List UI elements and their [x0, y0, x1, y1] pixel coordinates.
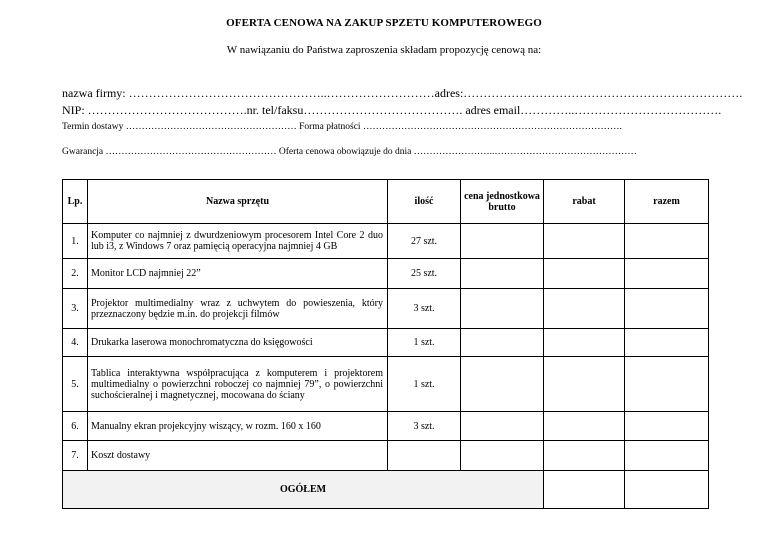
table-row	[63, 441, 709, 471]
form-line-nip-phone-email[interactable]: NIP: ………………………………….nr. tel/faksu…………………………………. adres email…………..……………………………….	[62, 103, 722, 117]
row-total-cell[interactable]	[625, 441, 709, 471]
table-header-row	[63, 180, 709, 224]
row-qty: 25 szt.	[388, 259, 461, 289]
header-price: cena jednostkowa brutto	[461, 180, 544, 224]
form-line-warranty-validity[interactable]: Gwarancja ……………………………………………… Oferta cenowa obowiązuje do dnia ……………………..………………………………………	[62, 147, 637, 157]
row-lp: 6.	[63, 412, 88, 441]
row-lp: 3.	[63, 289, 88, 329]
header-name: Nazwa sprzętu	[88, 180, 388, 224]
row-name: Drukarka laserowa monochromatyczna do księgowości	[88, 329, 388, 357]
header-qty: ilość	[388, 180, 461, 224]
row-name: Manualny ekran projekcyjny wiszący, w rozm. 160 x 160	[88, 412, 388, 441]
row-total-cell[interactable]	[625, 289, 709, 329]
row-rabat-cell[interactable]	[544, 224, 625, 259]
header-rabat: rabat	[544, 180, 625, 224]
row-total-cell[interactable]	[625, 329, 709, 357]
header-lp: Lp.	[63, 180, 88, 224]
table-total-row	[63, 471, 709, 509]
table-row	[63, 224, 709, 259]
form-line-delivery-payment[interactable]: Termin dostawy ……………………………………………… Forma płatności ……………………………………………………………………….	[62, 122, 622, 132]
row-lp: 7.	[63, 441, 88, 471]
row-price-cell[interactable]	[461, 224, 544, 259]
row-price-cell[interactable]	[461, 289, 544, 329]
row-qty: 3 szt.	[388, 289, 461, 329]
header-total: razem	[625, 180, 709, 224]
row-rabat-cell[interactable]	[544, 412, 625, 441]
document-subtitle: W nawiązaniu do Państwa zaproszenia składam propozycję cenową na:	[226, 44, 542, 56]
row-price-cell[interactable]	[461, 412, 544, 441]
row-rabat-cell[interactable]	[544, 357, 625, 412]
table-row	[63, 289, 709, 329]
table-row	[63, 329, 709, 357]
row-price-cell[interactable]	[461, 357, 544, 412]
row-qty: 1 szt.	[388, 357, 461, 412]
row-price-cell[interactable]	[461, 441, 544, 471]
row-name: Monitor LCD najmniej 22”	[88, 259, 388, 289]
total-rabat-cell[interactable]	[544, 471, 625, 509]
row-qty: 27 szt.	[388, 224, 461, 259]
table-row	[63, 259, 709, 289]
table-row	[63, 412, 709, 441]
row-rabat-cell[interactable]	[544, 289, 625, 329]
total-label: OGÓŁEM	[63, 471, 544, 509]
row-lp: 1.	[63, 224, 88, 259]
row-total-cell[interactable]	[625, 224, 709, 259]
row-name: Projektor multimedialny wraz z uchwytem do powieszenia, który przeznaczony będzie m.in. do projekcji filmów	[88, 289, 388, 329]
row-lp: 2.	[63, 259, 88, 289]
row-rabat-cell[interactable]	[544, 329, 625, 357]
row-qty: 3 szt.	[388, 412, 461, 441]
row-qty	[388, 441, 461, 471]
row-price-cell[interactable]	[461, 329, 544, 357]
row-total-cell[interactable]	[625, 259, 709, 289]
row-qty: 1 szt.	[388, 329, 461, 357]
row-price-cell[interactable]	[461, 259, 544, 289]
row-total-cell[interactable]	[625, 357, 709, 412]
row-rabat-cell[interactable]	[544, 259, 625, 289]
table-row	[63, 357, 709, 412]
row-lp: 4.	[63, 329, 88, 357]
offer-table	[62, 179, 709, 509]
document-title: OFERTA CENOWA NA ZAKUP SPZETU KOMPUTEROWEGO	[226, 17, 542, 29]
total-sum-cell[interactable]	[625, 471, 709, 509]
row-total-cell[interactable]	[625, 412, 709, 441]
row-name: Komputer co najmniej z dwurdzeniowym procesorem Intel Core 2 duo lub i3, z Windows 7 oraz pamięcią operacyjna najmniej 4 GB	[88, 224, 388, 259]
row-name: Koszt dostawy	[88, 441, 388, 471]
row-name: Tablica interaktywna współpracująca z komputerem i projektorem multimedialny o powierzchni roboczej co najmniej 79”, o powierzchni suchościeralnej i magnetycznej, mocowana do ściany	[88, 357, 388, 412]
row-rabat-cell[interactable]	[544, 441, 625, 471]
row-lp: 5.	[63, 357, 88, 412]
form-line-company-address[interactable]: nazwa firmy: …………………………………………..………………………adres:…………………………………………………………….	[62, 86, 743, 100]
